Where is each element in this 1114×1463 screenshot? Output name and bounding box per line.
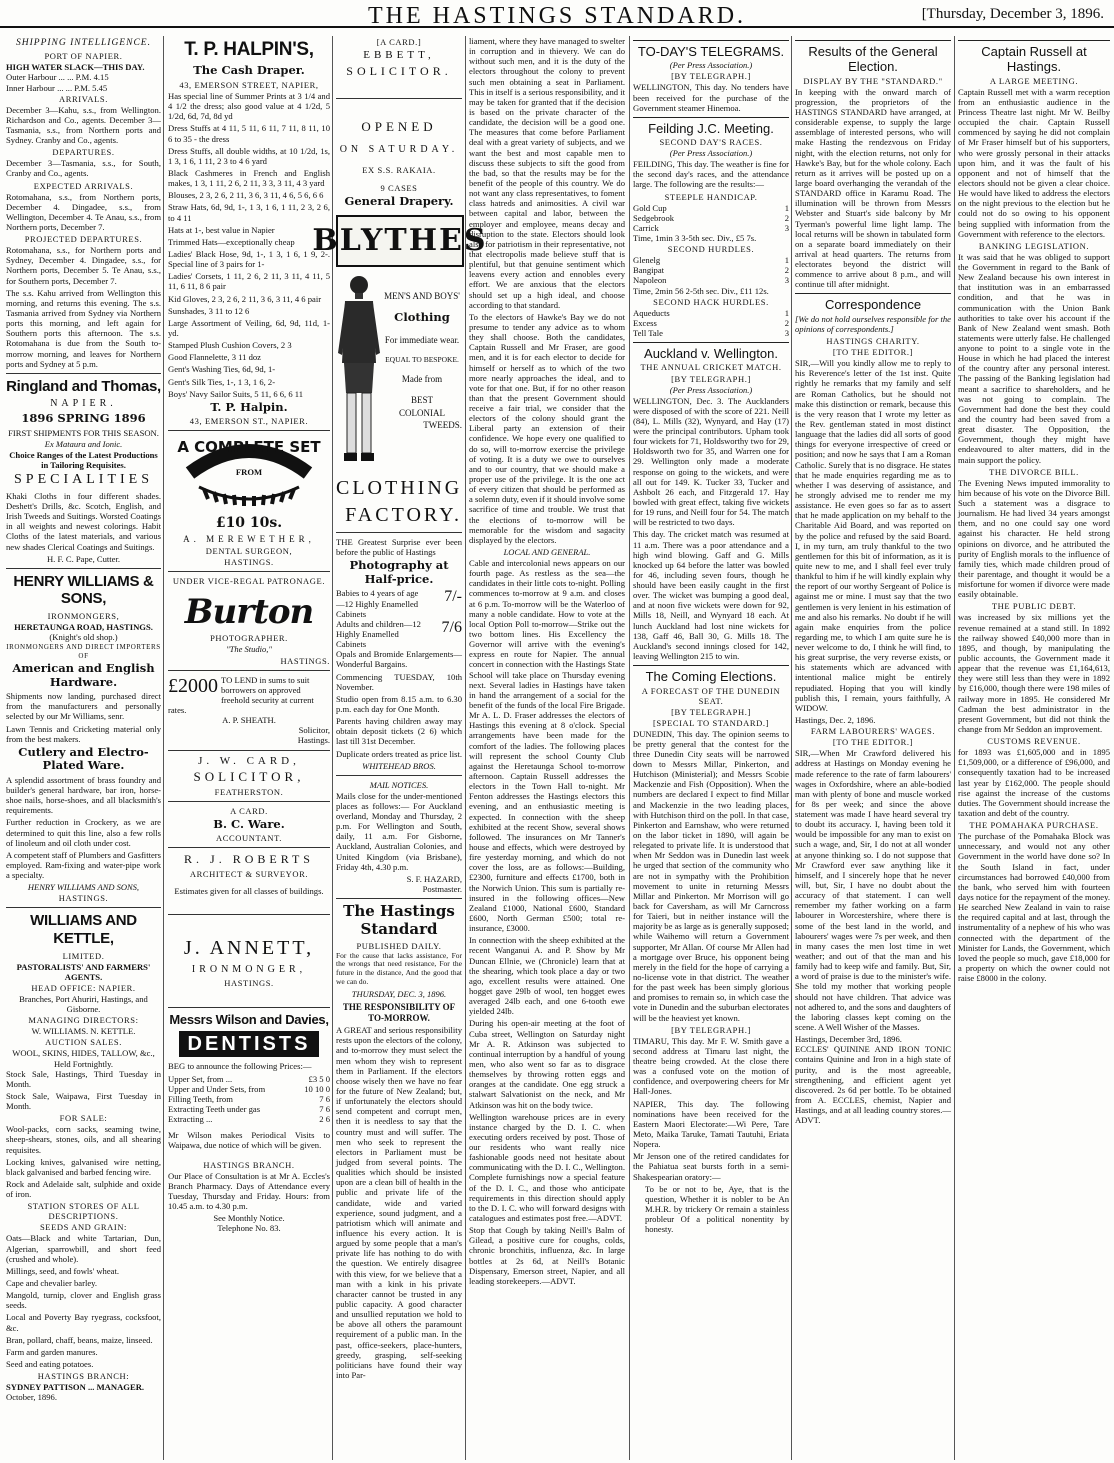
price-row: Upper Set, from ... £3 5 0 [168,1073,330,1084]
widow-date: Hastings, Dec. 2, 1896. [795,715,876,726]
williams-staff: A competent staff of Plumbers and Gasfitters employed. Ram-fixing and water-pipe work a specialty. [6,849,161,881]
results-heading: Results of the General Election. [795,40,951,75]
column-4 [469,36,625,1460]
halpin-trimmed: Trimmed Hats—exceptionally cheap [168,236,295,247]
halpin-hats: Hats at 1-, best value in Napier [168,224,275,235]
customs-heading: CUSTOMS REVENUE. [987,736,1081,747]
made-from: Made from [401,374,443,385]
halpin-signature: T. P. Halpin. [210,399,288,414]
williams-address: HERETAUNGA ROAD, HASTINGS. [14,622,153,633]
dentists-banner: DENTISTS [179,1031,319,1057]
column-rule [629,36,630,1460]
to-editor: [TO THE EDITOR.] [832,347,914,358]
wk-auction-heading: AUCTION SALES. [45,1037,122,1048]
column-rule [954,36,955,1460]
specialities-heading: SPECIALITIES [14,472,153,488]
halpin-kid: Kid Gloves, 2 3, 2 6, 2 11, 3 6, 3 11, 4 6 pair [168,293,322,304]
complete-set-from: FROM [235,467,263,478]
column-rule [791,36,792,1460]
clothing-heading: CLOTHING [336,476,463,499]
race-result: Gold Cup 1 [633,202,789,213]
halpin-ladies: Ladies' Black Hose, 9d, 1-, 1 3, 1 6, 1 9, 2-. Special line of 3 pairs for 1- [168,248,330,270]
halpin-address: 43, EMERSON STREET, NAPIER, [179,79,319,90]
inner-harbour: Inner Harbour ... ... P.M. 5.45 [6,82,108,93]
halpin-good: Good Flannelette, 3 11 doz [168,352,261,363]
departures-text: December 3—Tasmania, s.s., for South, Cranby and Co., agents. [6,158,161,179]
wk-heading: WILLIAMS AND KETTLE, [30,912,137,948]
studio-label: "The Studio," [226,644,272,655]
colonial-label: COLONIAL [399,407,445,418]
duplicate-text: Duplicate orders treated as price list. [336,748,462,759]
column-1 [6,36,161,1460]
whitehead-signature: WHITEHEAD BROS. [362,760,436,771]
display-sub: DISPLAY BY THE "STANDARD." [803,75,943,86]
ebbett-name: EBBETT, [363,49,435,62]
expected-text: Rotomahana, s.s., from Northern ports, December 4. Dingadee, s.s., from Wellington, December 4. Te Anau, s.s., from Northern ports, December 7. [6,191,161,232]
blythes-wordmark: BLYTHES [312,223,488,259]
telephone: Telephone No. 83. [217,1223,281,1234]
cricket-text-2: This day. The cricket match was resumed at 11 a.m. There was a poor attendance and a high wind blowing. Gaff and G. Mills knocked up 64 before the latter was bowled for 46, including seven fours, though he should have been easily caught in the first over. The wicket was bumping a good deal, and at noon five wickets were down for 92, Mills 18, Neill, and Wynyard 18 each. At lunch Auckland had lost nine wickets for 138, Gaff 46, Ball 30, G. Mills 18. The Auckland's second innings closed for 142, leaving Wellington 215 to win. [633,529,789,662]
williams-shipments: Shipments now landing, purchased direct from the manufacturers and personally selected by our Mr Williams, senr. [6,691,161,722]
wk-directors: W. WILLIAMS. N. KETTLE. [31,1026,136,1037]
wk-seeds: SEEDS AND GRAIN: [39,1222,128,1233]
photographer-label: PHOTOGRAPHER. [210,633,288,644]
arrivals-text: December 3—Kahu, s.s., from Wellington. Richardson and Co., agents. December 3—Tasmania, s.s., from Northern ports and Sydney. Cranby and Co., agents. [6,104,161,146]
dic-advert: Wellington warehouse prices are in every instance charged by the D. I. C. when executing orders received by post. Those of our residents who want really nice fashionable goods need not hesitate about communicating with the D. I. C., Wellington. Complete furnishings now a special feature of the D. I. C., and those who anticipate requirements in this direction should apply to the D. I. C. who will forward designs with catalogues and estimates post free.—ADVT. [469,1111,625,1224]
column-7 [958,36,1110,1460]
wk-mangold: Mangold, turnip, clover and English grass seeds. [6,1290,161,1311]
architect-label: ARCHITECT & SURVEYOR. [189,868,309,879]
banking-heading: BANKING LEGISLATION. [978,240,1090,251]
wilson-heading: Messrs Wilson and Davies, [169,1012,329,1028]
ringland-first: FIRST SHIPMENTS FOR THIS SEASON. [8,427,159,438]
pomahaka-heading: THE POMAHAKA PURCHASE. [969,820,1099,831]
wk-office: HEAD OFFICE: NAPIER. [31,983,136,994]
feilding-heading: Feilding J.C. Meeting. [633,117,789,136]
port-label: PORT OF NAPIER. [44,51,123,62]
annual-match: THE ANNUAL CRICKET MATCH. [640,362,782,373]
wellington-text: WELLINGTON, This day. No tenders have been received for the purchase of the Government steamer Hinemoa. [633,82,789,113]
wk-bran: Bran, pollard, chaff, beans, maize, linseed. [6,1334,153,1345]
special-standard: [SPECIAL TO STANDARD.] [652,717,770,728]
halpin-washing: Gent's Washing Ties, 6d, 9d, 1- [168,364,276,375]
clothing-ad-text [382,273,462,433]
verse-text: To be or not to be, Aye, that is the question, Whether it is nobler to be An M.H.R. by trickery Or remain a stainless probleur Of a political nonentity by honesty. [645,1183,789,1235]
clothing-word: Clothing [394,310,450,325]
lend-amount: £2000 [168,674,218,697]
clothing-ad [336,273,462,473]
column-6 [795,36,951,1460]
wilson-price-list [168,1074,330,1125]
hastings-branch-heading: HASTINGS BRANCH. [203,1159,295,1170]
race-result: Glenelg 1 [633,255,789,266]
hurdles-time: Time, 2min 56 2-5th sec. Div., £11 12s. [633,285,769,296]
blythes-logo [312,215,488,267]
price-row: Upper and Under Sets, from 10 10 0 [168,1083,330,1094]
halpin-sig-address: 43, EMERSON ST., NAPIER. [189,416,309,427]
vice-regal: UNDER VICE-REGAL PATRONAGE. [172,576,326,587]
wk-stock-2: Stock Sale, Waipawa, First Tuesday in Month. [6,1091,161,1112]
press-2: (Per Press Association.) [669,384,753,395]
jenson-text: Mr Jenson one of the retired candidates for the Pahiatua seat bursts forth in a semi-Shakespearian oratory:— [633,1151,789,1182]
atkinson-text: During his open-air meeting at the foot of Cuba street, Wellington on Saturday night Mr A. R. Atkinson was subjected to continual interruption by a handful of young men, who also went so far as to disgrace themselves by throwing rotten eggs and oranges at the candidate. One egg struck a stalwart Salvationist on the neck, and Mr Atkinson was hit on the body twice. [469,1018,625,1110]
newspaper-title: THE HASTINGS STANDARD. [367,3,747,29]
large-meeting: A LARGE MEETING. [989,75,1079,86]
arrivals-heading: ARRIVALS. [59,93,108,104]
editorial-body: A GREAT and serious responsibility rests upon the electors of the colony, and to-morrow they must select the men whom they wish to represent them in Parliament. If the electors choose wisely then we have no fear for the future of New Zealand; but, if unfortunately the electors should send competent and corrupt men, then it is needless to say that the country must and will suffer. The men who seek to represent the electors in Parliament must be judged from several points. The qualities which should be insisted upon are a clean bill of health in the public and private life of the candidate, wide and varied experience, sound judgment, and a patriotism which will animate and influence his every action. It is argued by some people that a man's private life has nothing to do with the question. We entirely disagree with this view, for we believe that a man with a kink in his private character cannot be trusted in any public capacity. A good character and unsullied reputation we hold to be above all others the paramount requirement of a public man. In the past, office-seekers, place-hunters, greedy, grasping, self-seeking politicians have found their way into Par- [336,1025,462,1380]
complete-set-price: £10 10s. [215,515,283,532]
annett-sub: IRONMONGER, [191,964,307,976]
ringland-heading: Ringland and Thomas, [6,377,161,395]
wk-ltd: LIMITED. [62,950,105,961]
burton-logo: Burton [184,592,314,633]
outer-harbour: Outer Harbour ... ... P.M. 4.15 [6,72,109,83]
burton-town: HASTINGS. [280,655,330,666]
factory-heading: FACTORY. [345,504,462,527]
dental-town: HASTINGS. [224,557,274,568]
wk-date: October, 1896. [6,1392,57,1403]
results-text: In keeping with the onward march of progression, the proprietors of the HASTINGS STANDARD have arranged, at considerable expense, to supply the large assemblage of interested persons, who will make Hasting the rendezvous on Friday night, with the election returns, not only for Hawke's Bay, but for the whole colony. Each return as it arrives will be posted up on a large board overhanging the verandah of the STANDARD office in Karamu Road. The illumination will be thrown from Messrs Webster and Stuart's side balcony by Mr Tyerman's powerful lime light lamp. The local returns will be shown in tabulated form on a separate board immediately on their arrival at head quarters. The returns from electorates beyond the district will commence to arrive about 8 p.m., and will continue till after midnight. [795,86,951,290]
wk-lock: Locking knives, galvanised wire netting, black galvanised and barbed fencing wire. [6,1156,161,1177]
ringland-ex: Ex Mataura and Ionic. [44,438,123,449]
opals-text: Opals and Bromide Enlargements—Wonderful Bargains. [336,649,462,670]
hurdles-heading: SECOND HURDLES. [667,244,755,255]
dunedin-text: DUNEDIN, This day. The opinion seems to be pretty general that the contest for the three Dunedin City seats will be narrowed down to Messrs Millar, Pinkerton, and Hutchison (Ministerial); and Messrs Scobie Mackenzie and Fish (Opposition). When the numbers are declared I expect to find Millar and Mackenzie in the two leading places, with Hutchison third on the poll. In that case, Pinkerton and Earnshaw, who were returned on the labor ticket in 1890, will again be relegated to private life. It is understood that when Mr Seddon was in Dunedin last week he urged that section of the community who are not in sympathy with the Prohibition movement to unite in returning Messrs Millar and Pinkerton. Mr Morrison will go back for Caversham, as will Mr Carncross for Taieri, but in neither instance will the majority be as large as is generally supposed; while Waihemo will return a Government supporter, Mr Allan. Of course Mr Allen had a mortgage over Bruce, his opponent being merely in the field for the hope of carrying a no-license vote in that district. The weather for the past week has been simply glorious and promises to remain so, in which case the vote in Dunedin and the suburban electorates will be the heaviest yet known. [633,728,789,1023]
standard-masthead: The Hastings Standard [343,902,455,938]
second-day: SECOND DAY'S RACES. [659,137,763,148]
farm-heading: FARM LABOURERS' WAGES. [810,726,936,737]
surprise-text: THE Greatest Surprise ever been before the public of Hastings [336,537,462,558]
halpin-prints: Has special line of Summer Prints at 3 1/4 and 4 1/2 the dress; also good value at 4 1/2d, 5 1/2d, 6d, 7d, 8d yd [168,90,330,122]
debt-heading: THE PUBLIC DEBT. [991,601,1077,612]
wk-seed-potatoes: Seed and eating potatoes. [6,1358,94,1369]
column-5 [633,36,789,1460]
man-figure-illustration [336,273,382,473]
divorce-text: The Evening News imputed immorality to him because of his vote on the Divorce Bill. Such a statement was a disgrace to journalism. He had lived 34 years amongst them, and no one could say one word against his character. He held strong opinions on divorce, and he attributed the purity of English morals to the influence of family ties, which made children proud of their parentage, and thought it would be a misfortune for women if divorce were made easily obtainable. [958,477,1110,600]
charity-heading: HASTINGS CHARITY. [826,336,920,347]
masthead [0,0,1114,28]
halpin-stamped: Stamped Plush Cushion Covers, 2 3 [168,340,292,351]
debt-text: was increased by six millions yet the revenue remained at a stand still. In 1892 the railway showed £40,000 more than in 1895, and though, by manipulating the public accounts, the Government made it appear that the revenue was £1,164,613, they were still less than they were in 1892 by £16,000, though there were 198 miles of railway more in 1895. He considered Mr Cadman the best administrator in the present Government, but did not think the change from Mr Seddon an improvement. [958,612,1110,735]
ringland-place: NAPIER. [50,398,117,410]
williams-signature: HENRY WILLIAMS AND SONS, [27,882,140,893]
race-result: Excess 2 [633,317,789,328]
williams-lawn: Lawn Tennis and Cricketing material only from the best makers. [6,723,161,744]
banking-text: It was said that he was obliged to support the Government in regard to the Bank of New Zealand because his own interest in that institution was in an embarrassed condition, and that he was in communication with the Union Bank authorities to take over his account if the Bank of New Zealand went smash. Both statements were utterly false. He challenged anyone to point to a single vote in the House in which he had placed the interest of the country after any personal interest. The passing of the Banking legislation had meant a sacrifice to shareholders, and he was not going to complain. The Government had done the best they could and the country had been saved from a great disaster. The Opposition, the Government, though they might have endeavoured to alter matters, did in the main support the policy. [958,251,1110,465]
tweeds-label: TWEEDS. [423,420,462,431]
sheath-town: Hastings. [297,735,330,746]
wilson-beg: BEG to announce the following Prices:— [168,1061,312,1072]
editorial-cont-2: To the electors of Hawke's Bay we do not presume to tender any advice as to whom they shall choose. Both the candidates, Captain Russell and Mr Fraser, are good men, and it is for each elector to decide for himself or herself as to which of the two more nearly approaches the ideal, and to vote for that one. But, if for no other reason than that the present Government should receive a fair trial, we consider that the electors of the colony should grant the Liberal party an extension of their confidence. We hope every one qualified to do so, will to-morrow exercise the privilege of voting. It is a duty we owe to ourselves and to our country, that we should make a proper use of the privilege. It is the one act of every citizen that should be performed as a solemn duty, even if it should involve some sacrifice of time and trouble. We trust that the elections of to-morrow will be memorable for the wisdom and sagacity displayed by the electors. [469,311,625,545]
halpin-straw: Straw Hats, 6d, 9d, 1-, 1 3, 1 6, 1 11, 2 3, 2 6, to 4 11 [168,202,330,223]
merewether-name: A. MEREWETHER, [183,533,315,544]
by-telegraph: [BY TELEGRAPH.] [671,71,751,82]
wk-agents: PASTORALISTS' AND FARMERS' AGENTS. [16,961,151,982]
wisher-date: Hastings, December 3rd, 1896. [795,1034,902,1045]
local-general-text: Cable and intercolonial news appears on our fourth page. As restless as the sea—the candidates in their little cots to-night. Polling commences to-morrow at 9 a.m. and closes at 6 p.m. To-morrow will be the Waterloo of many a noble candidate. How to vote at the local Option Poll to-morrow—Strike out the two bottom lines. His Excellency the Governor will arrive with the evening's express en route for Napier. The annual concert in connection with the Hastings State School will take place on Thursday evening next. Several ladies in Hastings have taken in hand the arrangement of a social for the benefit of the funds of the local Fire Brigade. Mr A. L. D. Fraser addresses the electors of Hastings this evening at 8 o'clock. Special arrangements have been made for the comfort of the ladies. The following places will represent the school County Club against the Heretaunga School to-morrow afternoon. Captain Russell addresses the electors in the Town Hall to-night. Mr Fenton addresses the Hastings electors this evening, and an enthusiastic meeting is expected. In connection with the sheep exhibited at the recent Show, several shows followed. The insurances on Mr Tanner's house and effects, which were destroyed by fire yesterday morning, and which do not cover the loss, are as follows:—Building, £2300, furniture and effects £1700, both in the Norwich Union. This sum is partially re-insured in the following offices—New Zealand £1000, National £600, Standard £600, North German £500; total re-insurance, £3000. [469,558,625,934]
eccles-advert: ECCLES' QUININE AND IRON TONIC contains Quinine and Iron in a high state of purity, and is the most agreeable, strengthening, and efficient agent yet discovered. 2s 6d per bottle. To be obtained from A. ECCLES, chemist, Napier and Hastings, and at all leading country stores.—ADVT. [795,1044,951,1126]
projected-text: Rotomahana, s.s., for Northern ports and Sydney, December 4. Dingadee, s.s., for Northern ports, December 5. Te Anau, s.s., for Southern ports, December 7. [6,245,161,286]
steeple-heading: STEEPLE HANDICAP. [664,191,758,202]
shipping-heading: SHIPPING INTELLIGENCE. [16,38,151,48]
sheep-text: In connection with the sheep exhibited at the recent Wanganui A. and P. Show by Mr Duncan Ellnie, we (Chronicle) learn that at the shearing, which took place a day or two ago, excellent results were attained. One hogget gave 29lb of wool, ten hogget ewes averaged 24lb each, and one 6-tooth ewe yielded 24lb. [469,935,625,1017]
williams-town: HASTINGS. [58,893,109,904]
wk-manager: SYDNEY PATTISON ... MANAGER. [6,1382,145,1393]
neill-advert: Stop that Cough by taking Neill's Balm of Gilead, a positive cure for coughs, colds, chronic bronchitis, influenza, &c. In large bottles at 2s 6d, at Neill's Botanic Dispensary, Emerson street, Napier, and all leading storekeepers.—ADVT. [469,1225,625,1286]
mail-text: Mails close for the under-mentioned places as follows:— For Auckland overland, Monday and Thursday, 2 p.m. For Wellington and South, daily, 11 a.m. For Gisborne, Auckland, Australian Colonies, and United Kingdom (via Brisbane), Friday 4th, 4.30 p.m. [336,790,462,872]
race-result: Sedgebrook 2 [633,212,789,223]
opened-ex: EX S.S. RAKAIA. [362,165,436,176]
to-editor-2: [TO THE EDITOR.] [832,737,914,748]
column-rule [163,36,164,1460]
monthly-notice: See Monthly Notice. [213,1213,285,1224]
parents-text: Parents having children away may obtain deposit tickets (2 6) which last till 31st December. [336,716,462,747]
feilding-text: FEILDING, This day. The weather is fine for the second day's races, and the attendance large. The following are the results:— [633,159,789,190]
mens-boys: MEN'S AND BOYS' [384,290,460,301]
babies-row: Babies to 4 years of age—12 Highly Enamelled Cabinets 7/- [336,588,462,619]
sheath-name: A. P. SHEATH. [222,715,276,726]
williams-cutlery: Cutlery and Electro-Plated Ware. [18,744,149,773]
acard-label: A CARD. [230,805,268,816]
correspondence-heading: Correspondence [795,293,951,312]
race-result: Bangipat 2 [633,265,789,276]
williams-sub: IRONMONGERS, [47,611,120,622]
charity-letter: SIR,—Will you kindly allow me to reply to his Reverence's letter of the 1st inst. Quite rightly he remarks that my family and self are Roman Catholics, but he should not make this distinction or remark, because this is the very reason that I wrote my letter as the Rev. gentleman stated in most distinct language that the ladies did all sorts of good things for everyone irrespective of creed or position; and now he says that I am a Roman Catholic. Surely that is no disgrace. He states that he made enquiries regarding me as to whether I was deserving of assistance, and he strongly advised me to render me my assistance. He even goes so far as to assert that he made application on my behalf to the Charitable Aid Board, and was reported on by the police and refused by the said Board. I, in my turn, am truly thankful to the two gentlemen for this bit of information, as it is quite new to me, and I shall feel ever truly thankful to him if he will kindly explain why the report of our worthy Sergeant of Police is against me or mine. I must say that the two gentlemen is very lenient in his estimation of me and also his remarks. No doubt if he will again make enquiries from the police regarding me, to which I am quite sure he is never welcome to do, I think he will find, to his great surprise, the very reverse exists, or his statements which are advanced with intentional malice might be entirely repudiated. Hoping that you will kindly publish this, I remain, yours faithfully, A WIDOW. [795,358,951,713]
race-result: Carrick 3 [633,222,789,233]
editorial-date: THURSDAY, DEC. 3, 1896. [351,988,447,999]
williams-knight: (Knight's old shop.) [49,632,118,643]
wk-station: STATION STORES OF ALL DESCRIPTIONS. [27,1201,140,1222]
halpin-corsets: Ladies' Corsets, 1 11, 2 6, 2 11, 3 11, 4 11, 5 11, 6 11, 8 6 pair [168,271,330,292]
wk-auction: WOOL, SKINS, HIDES, TALLOW, &c., Held Fortnightly. [12,1048,155,1069]
halpin-blouses: Blouses, 2 3, 2 6, 2 11, 3 6, 3 11, 4 6, 5 6, 6 6 [168,190,324,201]
telegrams-heading: TO-DAY'S TELEGRAMS. [633,40,789,59]
wk-millings: Millings, seed, and fowls' wheat. [6,1265,120,1276]
williams-heading: HENRY WILLIAMS & SONS, [13,572,154,608]
steeple-time: Time, 1min 3 3-5th sec. Div., £5 7s. [633,233,757,243]
wk-stock-1: Stock Sale, Hastings, Third Tuesday in Month. [6,1068,161,1089]
ringland-year: 1896 SPRING 1896 [21,411,146,426]
wk-local: Local and Poverty Bay ryegrass, cocksfoot, &c. [6,1312,161,1333]
column-2 [168,36,330,1460]
race-result: Aqueducts 1 [633,307,789,318]
wk-branches: Branches, Port Ahuriri, Hastings, and Gisborne. [19,994,148,1015]
shipping-news: The s.s. Kahu arrived from Wellington this morning, and returns this evening. The s.s. Tasmania arrived from Sydney via Northern ports this morning, and left again for Southern ports this afternoon. The s.s. Rotomahana is due from the South to-morrow morning, and leaves for Northern ports and Sydney at 5 p.m. [6,287,161,369]
ebbett-solicitor: SOLICITOR. [346,63,452,78]
price-row: Filling Teeth, from 7 6 [168,1093,330,1104]
opened-saturday: ON SATURDAY. [339,144,459,156]
specialities-text: Khaki Cloths in four different shades. Deshett's Drills, &c. Scotch, English, and Irish Tweeds and Suitings. Worsted Coatings in all weights and newest colorings. Habit Cloths of the latest materials, and various new shades Clerical Coatings and Suitings. [6,490,161,552]
feilding-press: (Per Press Association.) [669,148,753,159]
customs-text: for 1893 was £1,605,000 and in 1895 £1,509,000, or a difference of £96,000, and consequently taxation had to be increased last year by £162,000. The people should rise against the increase of the customs duties. The Government should increase the taxation and debt of the country. [958,747,1110,819]
postmaster-label: Postmaster. [422,884,462,894]
projected-heading: PROJECTED DEPARTURES. [24,234,143,245]
halpin-black: Black Cashmeres in French and English makes, 1 3, 1 11, 2 6, 2 11, 3 3, 3 11, 4 3 yard [168,167,330,189]
race-result: Tell Tale 3 [633,328,789,339]
card-name: J. W. CARD, [198,754,300,767]
by-telegraph-4: [BY TELEGRAPH.] [671,1024,751,1035]
annett-town: HASTINGS. [224,978,274,989]
adults-row: Adults and children—12 Highly Enamelled Cabinets 7/6 [336,618,462,650]
card-town: FEATHERSTON. [214,786,284,797]
by-telegraph-2: [BY TELEGRAPH.] [671,373,751,384]
williams-further: Further reduction in Crockery, as we are determined to quit this line, also a few rolls of linoleum and oil cloth under cost. [6,817,161,848]
russell-heading: Captain Russell at Hastings. [958,40,1110,75]
russell-text: Captain Russell met with a warm reception from an enthusiastic audience in the Princess Theatre last night. Mr W. Beilby occupied the chair. Captain Russell commenced by saying he did not complain of Mr Fraser himself but of his supporters, who were grossly personal in their attacks upon him, and it was the fault of his opponent and not of himself that the electors should not be given a clear choice. He would have liked to address the electors on the night previous to the election but he could not do so owing to his opponent being supplied with information from the Government with reference to the electors. [958,86,1110,239]
napier-text: NAPIER, This day. The following nominations have been received for the Eastern Maori Electorate:—Wi Pere, Tare Meto, Maika Taruke, Tamati Tautuhi, Eriata Nopera. [633,1098,789,1150]
annett-name: J. ANNETT, [183,936,315,959]
hastings-branch-text: Our Place of Consultation is at Mr A. Eccles's Branch Pharmacy. Days of Attendance every Tuesday, Thursday and Friday. Hours: from 10.45 a.m. to 4.30 p.m. [168,1170,330,1212]
card-solicitor: SOLICITOR, [193,769,305,785]
editorial-cont-1: liament, where they have managed to swelter in corruption and in thievery. We can do without such men, and it is the duty of the electors throughout the colony to prevent such men obtaining a seat in Parliament. This in itself is a serious responsibility, and it may be taken for granted that if the decision is based on the private character of the candidate, the decision will be a good one. The measures that come before Parliament deal with a great variety of subjects, and we want the best and most capable men to discuss these subjects to sift the good from the bad, so that the results may be for the benefit of the people of this country. We do not want any class representatives, to foment class hatreds and animosities. A civil war between capital and labor, between the employer and employee, means decay and disruption to the state. Electors should look also for patriotism in their representative, not that electropolis made believe stuff that is plentiful, but that genuine sentiment which leavens every action and ennobles every effort. We are anxious that the electors should set up a high ideal, and choose according to that standard. [469,36,625,310]
expected-heading: EXPECTED ARRIVALS. [33,180,134,191]
commencing-text: Commencing TUESDAY, 10th November. [336,671,462,692]
column-3 [312,36,488,1460]
williams-import: IRONMONGERS AND DIRECT IMPORTERS OF [6,643,161,660]
estimates-text: Estimates given for all classes of buildings. [174,885,324,896]
halpin-veiling: Large Assortment of Veiling, 6d, 9d, 11d, 1- yd. [168,317,330,338]
auckland-heading: Auckland v. Wellington. [633,342,789,361]
dentures-icon [194,481,304,511]
ringland-choice: Choice Ranges of the Latest Productions in Tailoring Requisites. [9,450,158,471]
wilson-visits: Mr Wilson makes Periodical Visits to Waipawa, due notice of which will be given. [168,1130,330,1151]
forecast-sub: A FORECAST OF THE DUNEDIN SEAT. [641,685,781,706]
wk-rock: Rock and Adelaide salt, sulphide and oxide of iron. [6,1179,161,1200]
price-row: Extracting ... 2 6 [168,1114,330,1125]
dental-surgeon: DENTAL SURGEON, [205,546,293,557]
best-label: BEST [410,395,433,406]
williams-hardware: American and English Hardware. [12,660,155,689]
opened-cases: 9 CASES [380,183,418,194]
price-row: Extracting Teeth under gas 7 6 [168,1104,330,1115]
race-result: Napoleon 3 [633,275,789,286]
equal-bespoke: EQUAL TO BESPOKE. [385,354,459,364]
pomahaka-text: The purchase of the Pomahaka Block was unnecessary, and would not any other Government in the world have done so? In the South Island in fact, under circumstances had borrowed £40,000 from the bank, who served him with fourteen days notice for the repayment of the money. He searched New Zealand in vain to raise the required capital and at last, through the instrumentality of a nephew of his who was connected with the department of the Minister for Lands, the Government, which loved the people so much, gave £18,000 for a property on which the owner could not raise £8000 in the colony. [958,831,1110,984]
wk-cape: Cape and chevalier barley. [6,1277,98,1288]
correspondence-note: [We do not hold ourselves responsible for the opinions of correspondents.] [795,313,951,334]
departures-heading: DEPARTURES. [52,147,115,158]
wk-oats: Oats—Black and white Tartarian, Dun, Algerian, sparrowbill, and short feed (crushed and whole). [6,1233,161,1264]
timaru-text: TIMARU, This day. Mr F. W. Smith gave a second address at Timaru last night, the theatre being crowded. At the close there was a confused vote on the motion of confidence, and overpowering cheers for Mr Hall-Jones. [633,1035,789,1097]
telegrams-sub: (Per Press Association.) [669,60,753,71]
complete-set-heading: A COMPLETE SET [177,438,321,457]
farm-letter: SIR,—When Mr Crawford delivered his address at Hastings on Monday evening he made reference to the rate of farm labourers' wages in Oxfordshire, where an able-bodied man with plenty of bone and muscle worked for 8s per week; and since the above statement was made I have heard several try to doubt its accuracy. I, having been told it would be impossible for any man to exist on such a wage, and, Sir, I do not at all wonder at anyone thinking so. I do not suppose that Mr Crawford ever saw anything like it himself, and I sincerely hope that he never will, but, Sir, I have no doubt about the accuracy of that statement. I can well remember my father working on a farm labourer in Worcestershire, where there is some of the best land in the world, and labourers' wages were 7s per week, and then in many cases the men lost time in wet weather; and out of that the man and his family had to keep wife and family. But, Sir, a word of praise is due to the minister's wife. She told my mother that working people should not have children. That advice was not adhered to, and the sons and daughters of the laboring classes kept coming on the scene. A Well Wisher of the Masses. [795,748,951,1033]
motto-text: For the cause that lacks assistance, For the wrongs that need resistance, For the future in the distance, And the good that we can do. [336,950,462,987]
studio-open: Studio open from 8.15 a.m. to 6.30 p.m. each day for One Month. [336,693,462,714]
cutter-name: H. F. C. Pape, Cutter. [46,553,121,564]
halpin-navy: Boys' Navy Sailor Suits, 5 11, 6 6, 6 11 [168,388,304,399]
wk-farm: Farm and garden manures. [6,1346,98,1357]
coming-elections-heading: The Coming Elections. [633,665,789,684]
halpin-heading: T. P. HALPIN'S, [184,39,314,60]
hack-heading: SECOND HACK HURDLES. [653,296,769,307]
ebbett-card: [A CARD.] [376,37,422,47]
wk-branch: HASTINGS BRANCH: [37,1371,130,1382]
opened-heading: OPENED [361,119,437,135]
wk-forsale: Wool-packs, corn sacks, seaming twine, sheep-shears, stones, oils, and all shearing requisites. [6,1124,161,1155]
hazard-name: S. F. HAZARD, [406,873,462,884]
issue-date: [Thursday, December 3, 1896. [921,6,1104,22]
published-daily: PUBLISHED DAILY. [356,940,442,951]
roberts-name: R. J. ROBERTS [184,852,314,867]
mail-heading: MAIL NOTICES. [369,779,429,790]
immediate-wear: For immediate wear. [384,335,460,346]
wk-directors-heading: MANAGING DIRECTORS: [28,1015,139,1026]
sheath-role: Solicitor, [298,725,330,736]
general-drapery: General Drapery. [344,194,454,209]
divorce-heading: THE DIVORCE BILL. [989,466,1079,477]
halpin-cash: The Cash Draper. [193,63,305,78]
by-telegraph-3: [BY TELEGRAPH.] [671,706,751,717]
lend-notice [168,675,330,716]
halpin-dress-2: Dress Stuffs, all double widths, at 10 1/2d, 1s, 1 3, 1 6, 1 11, 2 3 to 4 6 yard [168,145,330,166]
accountant-label: ACCOUNTANT. [216,833,282,844]
photography-heading: Photography at Half-price. [349,558,449,586]
halpin-silk: Gent's Silk Ties, 1-, 1 3, 1 6, 2- [168,376,276,387]
lend-text: TO LEND in sums to suit borrowers on approved freehold security at current rates. [168,674,314,715]
cricket-text: WELLINGTON, Dec. 3. The Aucklanders were disposed of with the score of 221. Neill (84), L. Mills (32), Wynyard, and Hay (17) were the principal contributors. Upham took four wickets for 71, Holdsworthy two for 29, Holdsworth two for 35, and Warren one for 29. Wellington only made a moderate response on going to the wickets, and were all out for 149. K. Tucker 33, Tucker and Ashbolt 26 each, and Fitzgerald 17. Hay bowled with great effect, taking five wickets for 19 runs, and Neill four for 54. The match will be restricted to two days. [633,395,789,528]
editorial-title: THE RESPONSIBILITY OF TO-MORROW. [342,1001,456,1023]
wk-forsale-heading: FOR SALE: [59,1113,108,1124]
williams-splendid: A splendid assortment of brass foundry and builder's general hardware, bar iron, horse-shoe nails, horse-shoes, and all blacksmith's requirements. [6,774,161,816]
ware-name: B. C. Ware. [213,816,285,831]
halpin-dress: Dress Stuffs at 4 11, 5 11, 6 11, 7 11, 8 11, 10 6 to 35 - the dress [168,123,330,144]
halpin-sunshades: Sunshades, 3 11 to 12 6 [168,305,250,316]
local-general-heading: LOCAL AND GENERAL. [503,547,591,558]
high-water: HIGH WATER SLACK—THIS DAY. [6,62,145,73]
